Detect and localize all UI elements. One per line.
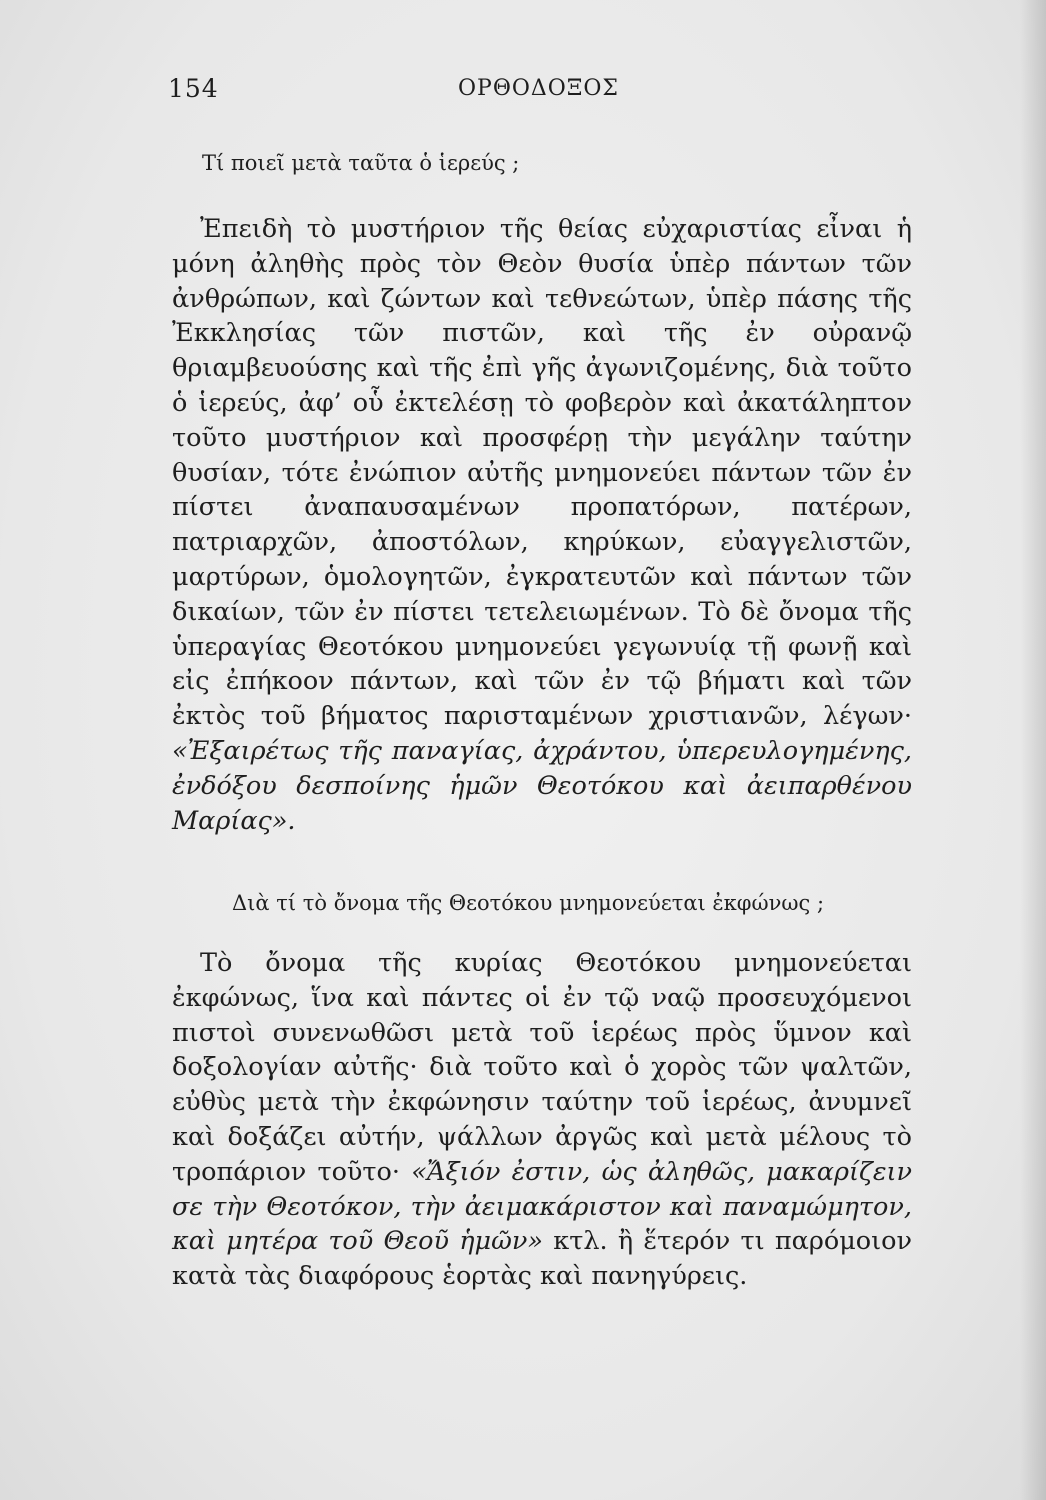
answer-1-quote: «Ἐξαιρέτως τῆς παναγίας, ἀχράντου, ὑπερευλογημένης, ἐνδόξου δεσποίνης ἡμῶν Θεοτόκου καὶ ἀειπαρθένου Μαρίας». xyxy=(172,735,912,836)
answer-1 xyxy=(172,212,912,838)
answer-2-tail: κτλ. ἢ ἕτερόν τι παρόμοιον κατὰ τὰς διαφόρους ἑορτὰς καὶ πανηγύρεις. xyxy=(172,1226,912,1292)
question-2: Διὰ τί τὸ ὄνομα τῆς Θεοτόκου μνημονεύεται ἐκφώνως ; xyxy=(232,891,825,915)
answer-1-paragraph xyxy=(172,212,912,838)
running-title: ΟΡΘΟΔΟΞΟΣ xyxy=(458,76,619,101)
answer-1-text: Ἐπειδὴ τὸ μυστήριον τῆς θείας εὐχαριστίας εἶναι ἡ μόνη ἀληθὴς πρὸς τὸν Θεὸν θυσία ὑπὲρ πάντων τῶν ἀνθρώπων, καὶ ζώντων καὶ τεθνεώτων, ὑπὲρ πάσης τῆς Ἐκκλησίας τῶν πιστῶν, καὶ τῆς ἐν οὐρανῷ θριαμβευούσης καὶ τῆς ἐπὶ γῆς ἀγωνιζομένης, διὰ τοῦτο ὁ ἱερεύς, ἀφ’ οὗ ἐκτελέσῃ τὸ φοβερὸν καὶ ἀκατάληπτον τοῦτο μυστήριον καὶ προσφέρῃ τὴν μεγάλην ταύτην θυσίαν, τότε ἐνώπιον αὐτῆς μνημονεύει πάντων τῶν ἐν πίστει ἀναπαυσαμένων προπατόρων, πατέρων, πατριαρχῶν, ἀποστόλων, κηρύκων, εὐαγγελιστῶν, μαρτύρων, ὁμολογητῶν, ἐγκρατευτῶν καὶ πάντων τῶν δικαίων, τῶν ἐν πίστει τετελειωμένων. Τὸ δὲ ὄνομα τῆς ὑπεραγίας Θεοτόκου μνημονεύει γεγωνυίᾳ τῇ φωνῇ καὶ εἰς ἐπήκοον πάντων, καὶ τῶν ἐν τῷ βήματι καὶ τῶν ἐκτὸς τοῦ βήματος παρισταμένων χριστιανῶν, λέγων· xyxy=(172,214,912,732)
question-1: Τί ποιεῖ μετὰ ταῦτα ὁ ἱερεύς ; xyxy=(202,151,520,175)
page-edge-shadow xyxy=(1020,0,1046,1500)
answer-2 xyxy=(172,946,912,1294)
answer-2-text: Τὸ ὄνομα τῆς κυρίας Θεοτόκου μνημονεύεται ἐκφώνως, ἵνα καὶ πάντες οἱ ἐν τῷ ναῷ προσευχόμενοι πιστοὶ συνενωθῶσι μετὰ τοῦ ἱερέως πρὸς ὕμνον καὶ δοξολογίαν αὐτῆς· διὰ τοῦτο καὶ ὁ χορὸς τῶν ψαλτῶν, εὐθὺς μετὰ τὴν ἐκφώνησιν ταύτην τοῦ ἱερέως, ἀνυμνεῖ καὶ δοξάζει αὐτήν, ψάλλων ἀργῶς καὶ μετὰ μέλους τὸ τροπάριον τοῦτο· xyxy=(172,948,912,1187)
page-header xyxy=(168,74,872,110)
answer-2-paragraph xyxy=(172,946,912,1294)
page-number: 154 xyxy=(168,74,219,103)
answer-2-quote: «Ἄξιόν ἐστιν, ὡς ἀληθῶς, μακαρίζειν σε τὴν Θεοτόκον, τὴν ἀειμακάριστον καὶ παναμώμητον, καὶ μητέρα τοῦ Θεοῦ ἡμῶν» xyxy=(172,1156,913,1257)
